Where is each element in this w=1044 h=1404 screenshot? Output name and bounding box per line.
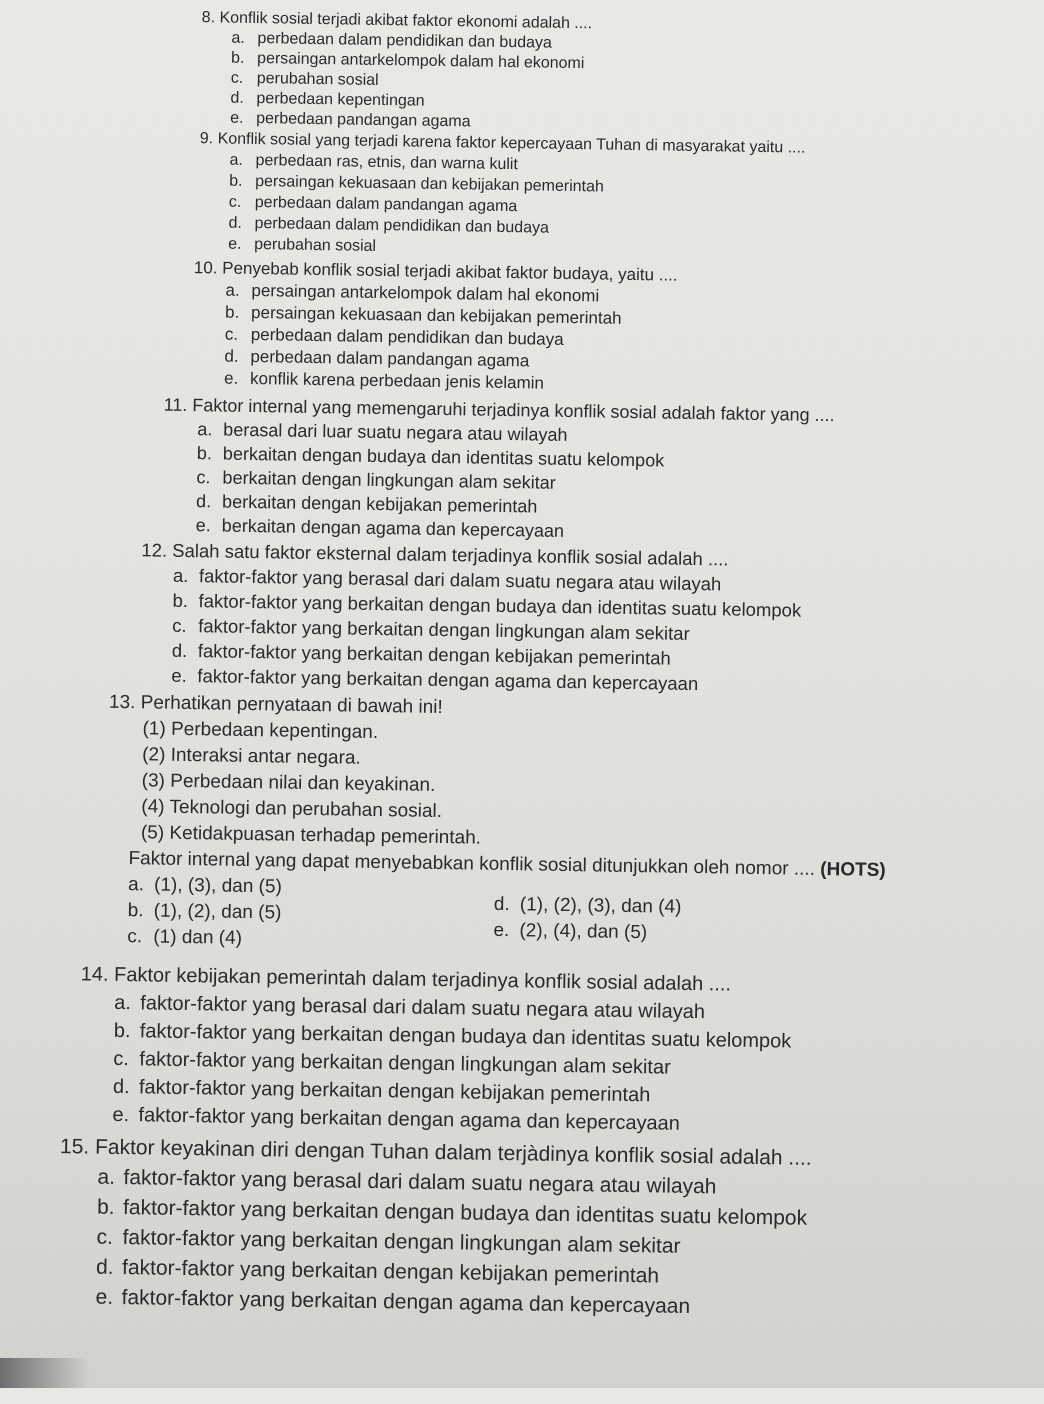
option-letter: a. (229, 151, 243, 169)
option-text: perbedaan dalam pendidikan dan budaya (257, 30, 552, 52)
option-letter: a. (231, 29, 245, 47)
question-stem: Penyebab konflik sosial terjadi akibat faktor budaya, yaitu .... (222, 258, 678, 285)
question-stem: Konflik sosial yang terjadi karena faktor kepercayaan Tuhan di masyarakat yaitu .... (217, 130, 806, 157)
option-letter: e. (171, 664, 188, 687)
option-c (231, 70, 379, 90)
statement-1: (1) Perbedaan kepentingan. (142, 718, 379, 744)
option-letter: c. (196, 467, 211, 488)
option-letter: a. (225, 280, 240, 300)
option-c (127, 926, 242, 950)
question-number: 8. (201, 9, 216, 27)
option-text: (2), (4), dan (5) (519, 920, 648, 944)
question-number: 11. (163, 394, 188, 415)
option-d (230, 90, 424, 111)
option-letter: a. (127, 874, 145, 896)
option-text: persaingan kekuasaan dan kebijakan pemerintah (250, 302, 622, 328)
option-text: (1), (2), (3), dan (4) (519, 894, 682, 918)
option-text: faktor-faktor yang berkaitan dengan lingkungan alam sekitar (139, 1048, 671, 1079)
question-text: Faktor internal yang dapat menyebabkan konflik sosial ditunjukkan oleh nomor .... (128, 848, 816, 880)
option-text: berkaitan dengan budaya dan identitas suatu kelompok (222, 443, 665, 471)
option-text: berasal dari luar suatu negara atau wilayah (223, 419, 568, 445)
option-letter: a. (97, 1165, 116, 1189)
option-a (231, 30, 552, 53)
question-15 (60, 1135, 812, 1171)
option-text: perbedaan dalam pandangan agama (254, 194, 518, 216)
option-letter: a. (114, 991, 132, 1015)
option-letter: b. (230, 49, 245, 67)
option-letter: e. (223, 368, 239, 388)
option-c (96, 1226, 680, 1259)
question-stem: Faktor internal yang memengaruhi terjadinya konflik sosial adalah faktor yang .... (192, 395, 835, 426)
option-text: perbedaan dalam pendidikan dan budaya (254, 215, 550, 237)
option-d (494, 894, 682, 919)
option-a (197, 419, 568, 446)
option-letter: e. (195, 515, 211, 536)
option-text: (1), (2), dan (5) (153, 900, 282, 924)
option-text: faktor-faktor yang berkaitan dengan agama dan kepercayaan (197, 665, 699, 695)
option-letter: e. (228, 235, 242, 253)
question-stem: Perhatikan pernyataan di bawah ini! (140, 692, 443, 719)
option-text: persaingan antarkelompok dalam hal ekonomi (251, 280, 600, 306)
statement-4: (4) Teknologi dan perubahan sosial. (141, 796, 443, 823)
option-letter: b. (224, 302, 240, 322)
option-a (128, 874, 282, 898)
option-a (229, 152, 518, 175)
option-letter: a. (172, 564, 189, 587)
page-shadow (0, 1358, 90, 1388)
option-letter: e. (95, 1285, 114, 1309)
option-text: faktor-faktor yang berkaitan dengan lingkungan alam sekitar (198, 615, 690, 644)
option-b (229, 173, 604, 197)
statement-3: (3) Perbedaan nilai dan keyakinan. (141, 770, 436, 796)
option-letter: c. (172, 614, 187, 637)
question-number: 15. (59, 1135, 90, 1159)
option-letter: b. (229, 172, 243, 190)
option-e (493, 920, 647, 944)
option-text: faktor-faktor yang berkaitan dengan kebijakan pemerintah (121, 1256, 660, 1288)
option-letter: d. (230, 89, 244, 107)
option-c (229, 194, 518, 217)
question-stem: Salah satu faktor eksternal dalam terjadinya konflik sosial adalah .... (172, 539, 729, 570)
option-b (197, 443, 665, 471)
question-number: 9. (199, 130, 214, 148)
option-letter: e. (230, 109, 244, 127)
option-text: perbedaan dalam pendidikan dan budaya (250, 324, 564, 349)
option-text: berkaitan dengan lingkungan alam sekitar (222, 467, 556, 493)
option-letter: d. (224, 346, 239, 366)
option-text: perubahan sosial (254, 236, 377, 255)
question-13 (109, 692, 443, 719)
option-text: faktor-faktor yang berasal dari dalam suatu negara atau wilayah (140, 992, 706, 1024)
option-text: (1), (3), dan (5) (153, 874, 283, 898)
option-e (196, 515, 565, 542)
option-b (128, 900, 282, 924)
option-text: perbedaan ras, etnis, dan warna kulit (255, 152, 519, 174)
option-letter: d. (195, 491, 212, 512)
option-text: faktor-faktor yang berasal dari dalam suatu negara atau wilayah (123, 1166, 717, 1199)
option-text: (1) dan (4) (153, 926, 243, 949)
option-letter: b. (127, 900, 144, 922)
option-text: faktor-faktor yang berkaitan dengan agama dan kepercayaan (138, 1104, 681, 1135)
option-text: faktor-faktor yang berasal dari dalam suatu negara atau wilayah (198, 565, 722, 595)
option-d (96, 1256, 659, 1289)
option-letter: d. (228, 214, 242, 232)
option-letter: d. (493, 893, 510, 916)
option-e (228, 236, 376, 256)
option-text: perbedaan kepentingan (256, 90, 425, 110)
question-number: 13. (108, 691, 136, 714)
statement-5: (5) Ketidakpuasan terhadap pemerintah. (140, 822, 482, 849)
option-letter: b. (172, 589, 189, 612)
option-e (95, 1286, 690, 1319)
option-d (224, 347, 529, 372)
option-c (225, 325, 564, 350)
question-stem: Faktor kebijakan pemerintah dalam terjadinya konflik sosial adalah .... (113, 963, 732, 996)
option-e (112, 1104, 680, 1136)
option-e (230, 110, 471, 132)
option-e (171, 665, 698, 695)
option-letter: c. (127, 926, 143, 948)
option-text: faktor-faktor yang berkaitan dengan budaya dan identitas suatu kelompok (122, 1196, 808, 1230)
option-text: berkaitan dengan kebijakan pemerintah (221, 491, 538, 517)
option-letter: d. (95, 1255, 114, 1279)
option-b (97, 1196, 807, 1231)
hots-label: (HOTS) (820, 858, 886, 882)
option-text: persaingan kekuasaan dan kebijakan pemerintah (255, 173, 604, 196)
option-letter: c. (228, 193, 242, 211)
question-stem: Konflik sosial terjadi akibat faktor ekonomi adalah .... (219, 9, 593, 33)
option-a (114, 992, 705, 1024)
option-letter: e. (112, 1103, 130, 1127)
option-letter: b. (113, 1019, 131, 1043)
option-d (228, 215, 549, 238)
question-number: 14. (80, 963, 109, 986)
question-number: 12. (141, 539, 168, 561)
statement-2: (2) Interaksi antar negara. (141, 744, 361, 769)
option-text: faktor-faktor yang berkaitan dengan kebijakan pemerintah (138, 1076, 651, 1107)
option-a (97, 1166, 716, 1200)
option-text: faktor-faktor yang berkaitan dengan kebijakan pemerintah (197, 640, 671, 669)
option-text: perubahan sosial (256, 70, 379, 89)
option-d (113, 1076, 651, 1107)
option-text: persaingan antarkelompok dalam hal ekonomi (256, 50, 585, 73)
option-d (196, 491, 538, 517)
option-letter: b. (196, 443, 213, 464)
option-letter: d. (112, 1075, 130, 1099)
question-stem: Faktor keyakinan diri dengan Tuhan dalam terjàdinya konflik sosial adalah .... (94, 1135, 812, 1170)
question-14 (81, 963, 732, 996)
option-text: faktor-faktor yang berkaitan dengan agama dan kepercayaan (121, 1286, 691, 1318)
option-letter: a. (197, 419, 213, 440)
option-letter: c. (113, 1047, 130, 1071)
option-letter: e. (493, 919, 510, 942)
option-letter: c. (224, 324, 239, 344)
option-text: perbedaan pandangan agama (256, 110, 471, 131)
option-text: berkaitan dengan agama dan kepercayaan (221, 515, 565, 541)
option-text: konflik karena perbedaan jenis kelamin (249, 368, 545, 393)
option-c (113, 1048, 671, 1080)
option-letter: d. (171, 639, 188, 662)
option-text: faktor-faktor yang berkaitan dengan budaya dan identitas suatu kelompok (139, 1020, 792, 1053)
question-number: 10. (193, 258, 218, 278)
option-letter: c. (230, 69, 244, 87)
option-b (114, 1020, 792, 1054)
option-text: faktor-faktor yang berkaitan dengan budaya dan identitas suatu kelompok (198, 590, 802, 621)
option-e (224, 369, 544, 394)
option-c (196, 467, 556, 494)
option-text: perbedaan dalam pandangan agama (250, 346, 530, 371)
option-text: faktor-faktor yang berkaitan dengan lingkungan alam sekitar (122, 1226, 681, 1258)
option-letter: c. (96, 1225, 114, 1249)
option-letter: b. (96, 1195, 115, 1219)
